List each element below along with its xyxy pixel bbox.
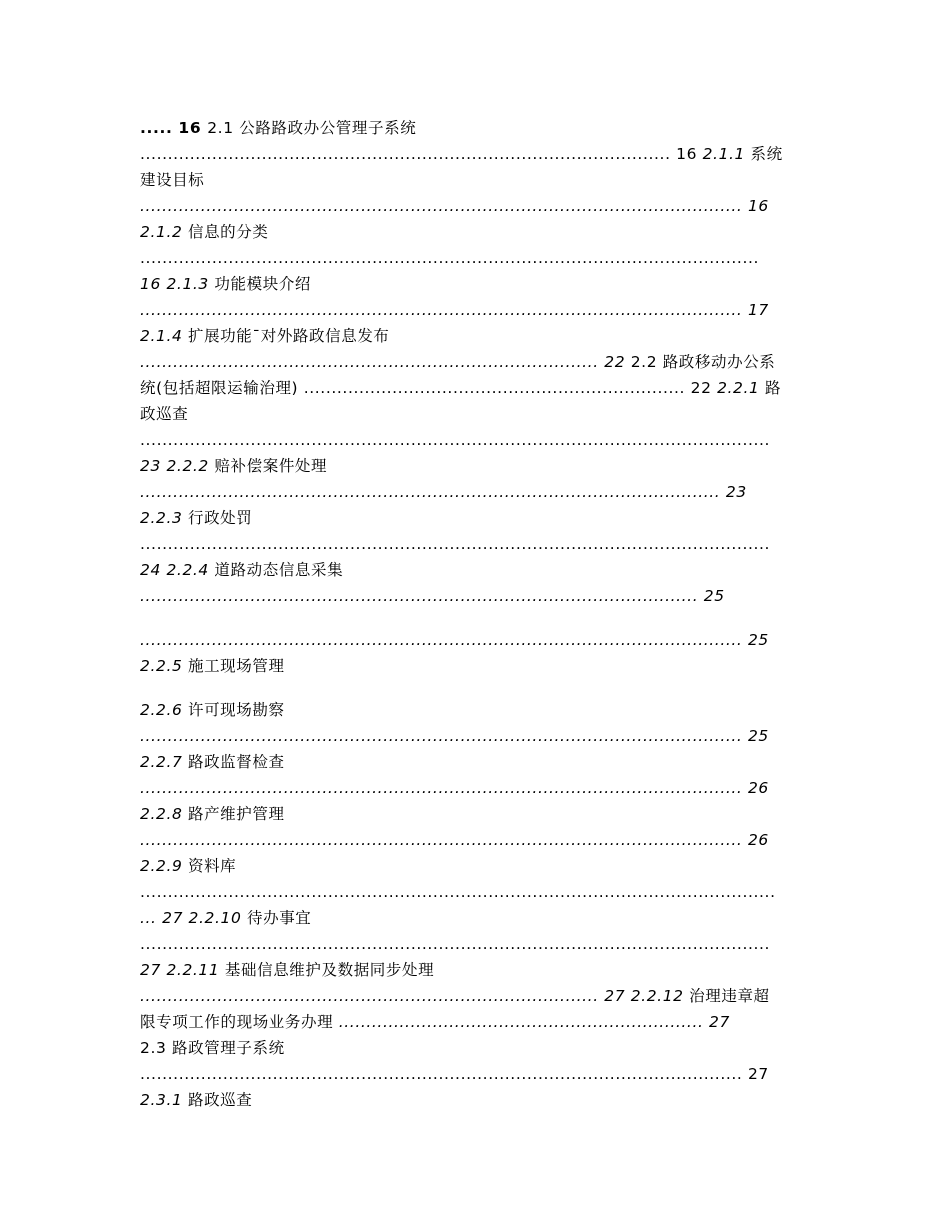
toc-text: ................................................................................................................	[140, 249, 760, 267]
toc-text: 2.2.8	[140, 805, 188, 823]
toc-text: 2.3 路政管理子系统	[140, 1039, 285, 1057]
toc-line	[140, 700, 285, 720]
toc-text: 基础信息维护及数据同步处理	[224, 961, 435, 979]
toc-text: 政巡查	[140, 405, 189, 423]
toc-line	[140, 1012, 730, 1032]
toc-text: ..................................................................................................................	[140, 935, 771, 953]
toc-text: 限专项工作的现场业务办理	[140, 1013, 339, 1031]
toc-line	[140, 1038, 285, 1058]
toc-text: ............................................................................................................. 27	[140, 1065, 769, 1083]
toc-text: ..................................................................................................... 25	[140, 587, 725, 605]
toc-text: 功能模块介绍	[214, 275, 312, 293]
toc-line	[140, 430, 770, 450]
toc-line	[140, 560, 343, 580]
toc-line	[140, 656, 285, 676]
toc-text: 2.2.6	[140, 701, 188, 719]
toc-text: ............................................................................................................. 17	[140, 301, 769, 319]
toc-line	[140, 508, 252, 528]
toc-line	[140, 274, 311, 294]
toc-text: ...................................................................................................................	[140, 883, 776, 901]
toc-text: 2.2.1	[717, 379, 766, 397]
toc-text: 路产维护管理	[187, 805, 285, 823]
toc-text: 23 2.2.2	[140, 457, 215, 475]
toc-text: 信息的分类	[187, 223, 269, 241]
toc-text: ... 27 2.2.10	[140, 909, 247, 927]
toc-text: ..................................................................................................................	[140, 431, 771, 449]
toc-text: ..... 16	[140, 119, 208, 137]
toc-text: 16 2.1.3	[140, 275, 215, 293]
toc-text: 赔补偿案件处理	[214, 457, 328, 475]
toc-line	[140, 986, 770, 1006]
toc-line	[140, 804, 285, 824]
toc-line	[140, 118, 416, 138]
toc-text: 扩展功能¯对外路政信息发布	[187, 327, 390, 345]
toc-text: 2.1 公路路政办公管理子系统	[207, 119, 417, 137]
toc-text: ............................................................................................................. 25	[140, 727, 769, 745]
toc-text: 治理违章超	[689, 987, 770, 1005]
toc-line	[140, 404, 188, 424]
toc-line	[140, 752, 285, 772]
toc-text: 路政巡查	[187, 1091, 253, 1109]
toc-line	[140, 908, 311, 928]
toc-line	[140, 630, 769, 650]
toc-text: 行政处罚	[187, 509, 253, 527]
toc-line	[140, 960, 434, 980]
toc-line	[140, 456, 327, 476]
toc-text: 2.1.2	[140, 223, 188, 241]
toc-text: .................................................................. 27	[338, 1013, 730, 1031]
toc-text: 施工现场管理	[187, 657, 285, 675]
toc-line	[140, 534, 770, 554]
toc-text: 24 2.2.4	[140, 561, 215, 579]
toc-text: 系统	[750, 145, 783, 163]
toc-text: ............................................................................................................. 26	[140, 831, 769, 849]
toc-text: 2.3.1	[140, 1091, 188, 1109]
toc-text: 2.2.5	[140, 657, 188, 675]
toc-line	[140, 778, 769, 798]
toc-text: 统(包括超限运输治理) ..................................................................... 22	[140, 379, 718, 397]
toc-text: 2.2.7	[140, 753, 188, 771]
toc-line	[140, 482, 747, 502]
toc-text: ............................................................................................................. 26	[140, 779, 769, 797]
toc-line	[140, 196, 769, 216]
toc-line	[140, 1064, 769, 1084]
toc-text: 2.1.4	[140, 327, 188, 345]
toc-line	[140, 300, 769, 320]
toc-text: 路政监督检查	[187, 753, 285, 771]
toc-text: 2.2.9	[140, 857, 188, 875]
toc-line	[140, 222, 268, 242]
toc-text: 路	[765, 379, 782, 397]
toc-text: ......................................................................................................... 23	[140, 483, 747, 501]
toc-line	[140, 586, 725, 606]
toc-text: ............................................................................................................. 25	[140, 631, 769, 649]
toc-text: 27 2.2.11	[140, 961, 225, 979]
toc-line	[140, 856, 236, 876]
toc-text: 许可现场勘察	[187, 701, 285, 719]
toc-line	[140, 934, 770, 954]
toc-text: 2.2.3	[140, 509, 188, 527]
toc-text: 建设目标	[140, 171, 205, 189]
toc-line	[140, 830, 769, 850]
toc-text: ............................................................................................................. 16	[140, 197, 769, 215]
toc-line	[140, 144, 783, 164]
toc-line	[140, 170, 204, 190]
toc-text: ................................................................................... 27 2.2.12	[140, 987, 690, 1005]
toc-text: 待办事宜	[247, 909, 312, 927]
toc-line	[140, 248, 759, 268]
toc-text: ................................................................................... 22	[140, 353, 631, 371]
toc-text: 2.1.1	[702, 145, 751, 163]
toc-line	[140, 726, 769, 746]
toc-text: 2.2 路政移动办公系	[630, 353, 776, 371]
toc-text: 资料库	[187, 857, 237, 875]
toc-text: ..................................................................................................................	[140, 535, 771, 553]
toc-line	[140, 352, 775, 372]
toc-line	[140, 326, 390, 346]
toc-line	[140, 882, 776, 902]
toc-line	[140, 1090, 252, 1110]
toc-text: 道路动态信息采集	[214, 561, 344, 579]
toc-text: ................................................................................................ 16	[140, 145, 703, 163]
toc-line	[140, 378, 781, 398]
